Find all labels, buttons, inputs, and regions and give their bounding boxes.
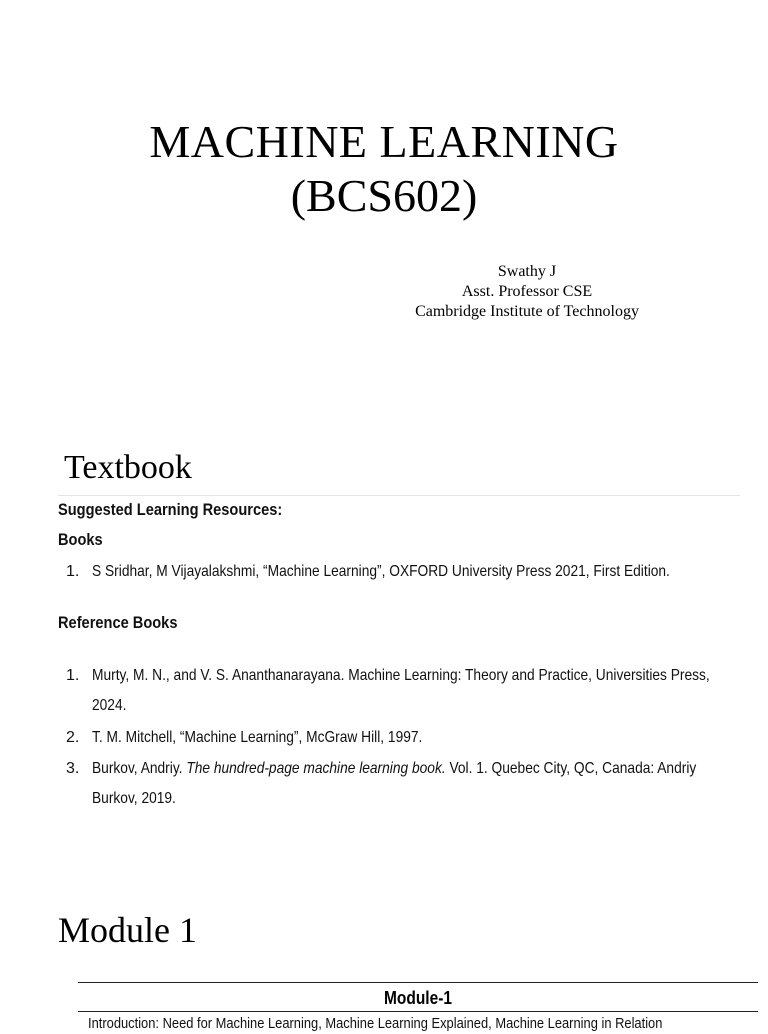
resources-title: Suggested Learning Resources: xyxy=(58,500,283,519)
reference-number: 2. xyxy=(66,729,80,746)
reference-entry: Murty, M. N., and V. S. Ananthanarayana. Machine Learning: Theory and Practice, Universities Press, 2024. xyxy=(92,667,710,714)
author-title: Asst. Professor CSE xyxy=(461,283,593,300)
reference-entry xyxy=(92,754,746,814)
module-heading: Module 1 xyxy=(58,910,197,950)
reference-number: 3. xyxy=(66,760,80,777)
author-block xyxy=(392,262,662,322)
table-rule xyxy=(78,1011,758,1012)
reference-author: Burkov, Andriy. xyxy=(92,760,187,777)
book-entry: S Sridhar, M Vijayalakshmi, “Machine Learning”, OXFORD University Press 2021, First Edition. xyxy=(92,563,670,580)
reference-books-label: Reference Books xyxy=(58,613,178,632)
module-content-line: Introduction: Need for Machine Learning, Machine Learning Explained, Machine Learning in Relation xyxy=(88,1015,663,1032)
textbook-heading: Textbook xyxy=(64,449,192,486)
reference-publication: Vol. 1. Quebec City, QC, Canada: Andriy Burkov, 2019. xyxy=(92,760,697,807)
title-line-2: (BCS602) xyxy=(290,170,478,221)
author-institute: Cambridge Institute of Technology xyxy=(415,303,639,320)
divider xyxy=(58,495,740,496)
books-label: Books xyxy=(58,530,103,549)
table-rule xyxy=(78,982,758,983)
reference-entry: T. M. Mitchell, “Machine Learning”, McGraw Hill, 1997. xyxy=(92,729,423,746)
book-number: 1. xyxy=(66,563,80,580)
title-line-1: MACHINE LEARNING xyxy=(149,116,619,167)
reference-book-title: The hundred-page machine learning book. xyxy=(186,760,446,777)
reference-number: 1. xyxy=(66,667,80,684)
author-name: Swathy J xyxy=(497,263,557,280)
module-table-title: Module-1 xyxy=(384,988,452,1008)
